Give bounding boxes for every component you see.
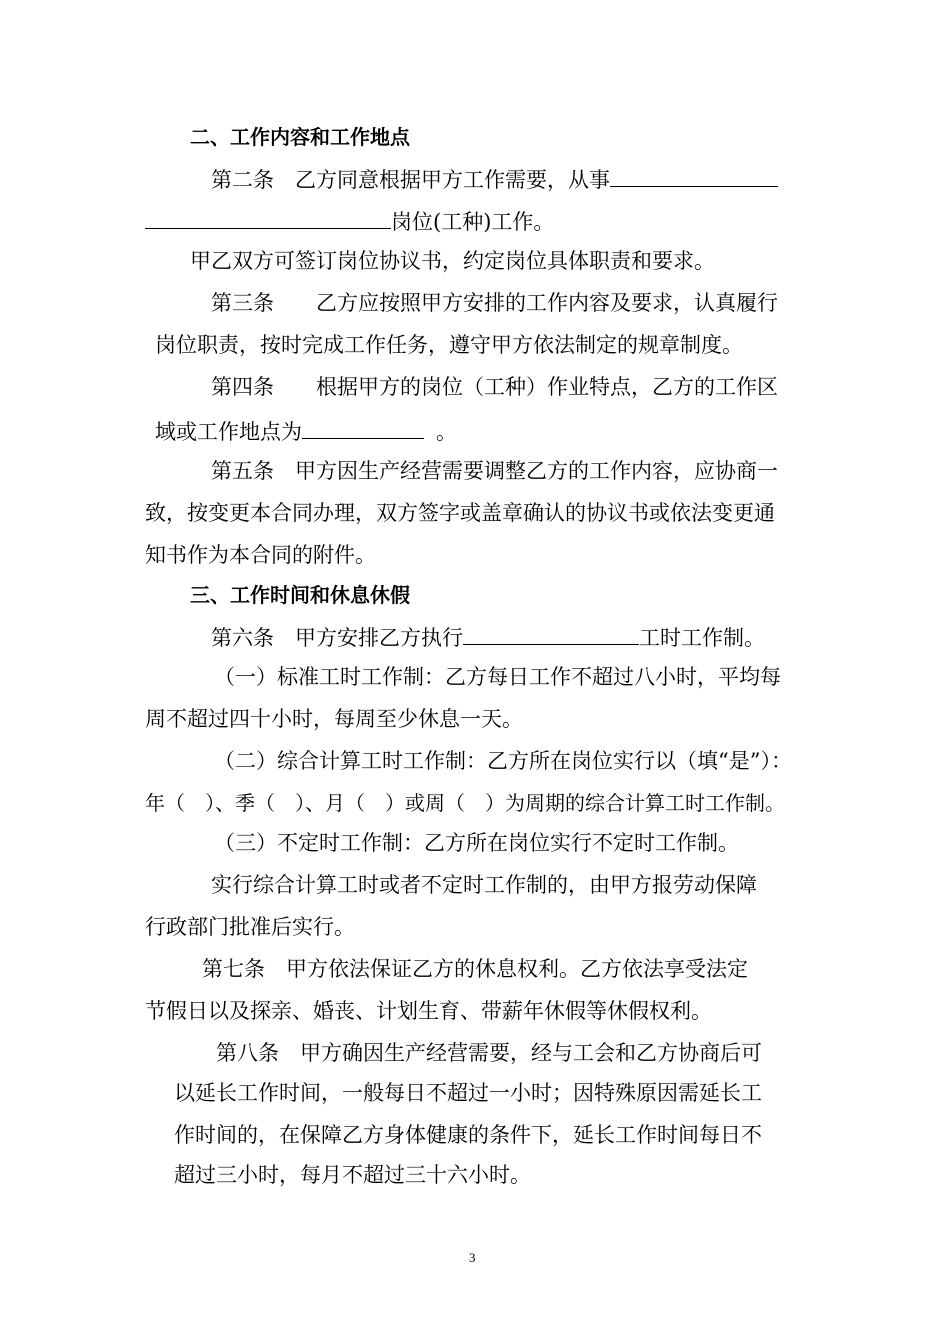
article-2-line-2 <box>145 206 554 235</box>
article-4-end: 。 <box>436 420 457 444</box>
article-6-line-8: 行政部门批准后实行。 <box>145 915 355 939</box>
article-2-line-3: 甲乙双方可签订岗位协议书，约定岗位具体职责和要求。 <box>190 249 715 273</box>
article-4-line-2 <box>155 416 457 445</box>
work-hours-type-blank[interactable] <box>463 622 639 645</box>
article-8-line-1: 第八条 甲方确因生产经营需要，经与工会和乙方协商后可 <box>216 1041 762 1065</box>
section-heading-2: 二、工作内容和工作地点 <box>190 125 410 149</box>
article-4-line-1: 第四条 根据甲方的岗位（工种）作业特点，乙方的工作区 <box>211 375 778 399</box>
article-7-line-2: 节假日以及探亲、婚丧、计划生育、带薪年休假等休假权利。 <box>145 999 712 1023</box>
article-6-line-4: （二）综合计算工时工作制：乙方所在岗位实行以（填“是”）： <box>214 749 792 773</box>
page-number: 3 <box>469 1250 476 1265</box>
article-8-line-4: 超过三小时，每月不超过三十六小时。 <box>174 1163 531 1187</box>
article-5-line-3: 知书作为本合同的附件。 <box>145 543 376 567</box>
article-6-end: 工时工作制。 <box>639 626 765 650</box>
section-heading-3: 三、工作时间和休息休假 <box>190 583 410 607</box>
article-2-line-1 <box>211 164 778 193</box>
article-8-line-3: 作时间的，在保障乙方身体健康的条件下，延长工作时间每日不 <box>174 1123 762 1147</box>
article-6-line-3: 周不超过四十小时，每周至少休息一天。 <box>145 707 523 731</box>
article-6-line-5: 年（ ）、季（ ）、月（ ）或周（ ）为周期的综合计算工时工作制。 <box>145 791 785 815</box>
work-location-blank[interactable] <box>302 416 424 439</box>
article-2-text: 第二条 乙方同意根据甲方工作需要，从事 <box>211 168 610 192</box>
article-6-line-2: （一）标准工时工作制：乙方每日工作不超过八小时，平均每 <box>214 665 781 689</box>
article-2-text-2: 岗位(工种)工作。 <box>391 210 555 234</box>
article-3-line-1: 第三条 乙方应按照甲方安排的工作内容及要求，认真履行 <box>211 291 778 315</box>
job-field-blank-cont[interactable] <box>145 206 391 229</box>
article-4-text: 域或工作地点为 <box>155 420 302 444</box>
article-5-line-2: 致，按变更本合同办理，双方签字或盖章确认的协议书或依法变更通 <box>145 501 775 525</box>
article-6-line-1 <box>211 622 765 651</box>
article-3-line-2: 岗位职责，按时完成工作任务，遵守甲方依法制定的规章制度。 <box>155 333 743 357</box>
article-8-line-2: 以延长工作时间，一般每日不超过一小时；因特殊原因需延长工 <box>174 1081 762 1105</box>
article-6-line-6: （三）不定时工作制：乙方所在岗位实行不定时工作制。 <box>214 831 739 855</box>
job-field-blank[interactable] <box>610 164 778 187</box>
article-7-line-1: 第七条 甲方依法保证乙方的休息权利。乙方依法享受法定 <box>202 957 748 981</box>
article-6-text: 第六条 甲方安排乙方执行 <box>211 626 463 650</box>
article-5-line-1: 第五条 甲方因生产经营需要调整乙方的工作内容，应协商一 <box>211 459 778 483</box>
article-6-line-7: 实行综合计算工时或者不定时工作制的，由甲方报劳动保障 <box>211 873 757 897</box>
